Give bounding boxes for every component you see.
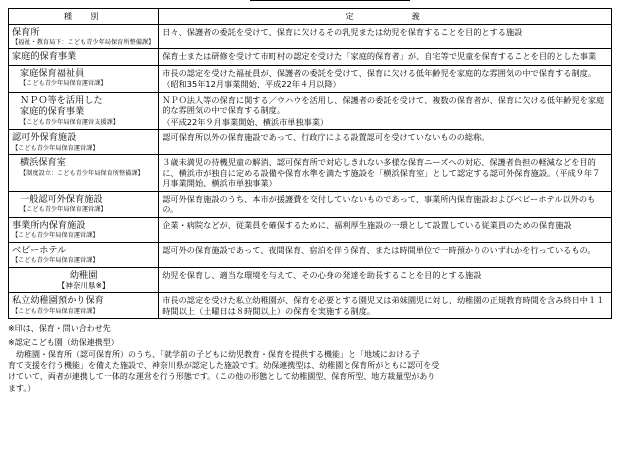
category-subtitle: 【こども青少年局保育運営課】 <box>12 307 99 315</box>
definition-cell <box>159 24 612 49</box>
top-divider <box>250 0 410 1</box>
category-cell <box>9 242 159 267</box>
table-row <box>9 217 612 242</box>
table-header-row <box>9 9 612 25</box>
category-title-line2: 家庭的保育事業 <box>20 106 85 118</box>
category-title: 家庭的保育事業 <box>12 51 77 63</box>
table-row <box>9 130 612 155</box>
header-definition: 定 義 <box>159 9 612 25</box>
category-title: 家庭保育福祉員 <box>20 67 85 79</box>
table-row <box>9 24 612 49</box>
table-row <box>9 242 612 267</box>
category-cell <box>9 65 159 92</box>
category-title: 幼稚園 <box>69 269 98 281</box>
footer-note-line: ※認定こども園（幼保連携型） <box>8 338 119 348</box>
definition-cell <box>159 242 612 267</box>
footer-lead: ※印は、保育・問い合わせ先 <box>8 324 111 334</box>
category-title: 私立幼稚園預かり保育 <box>12 295 104 307</box>
definition-cell <box>159 49 612 66</box>
definition-cell <box>159 92 612 130</box>
definition-note: （昭和35年12月事業開始、平成22年４月以降） <box>162 79 341 90</box>
definition-cell <box>159 217 612 242</box>
category-title: ＮＰＯ等を活用した <box>20 94 103 106</box>
definition-text: ３歳未満児の待機児童の解消、認可保育所で対応しきれない多様な保育ニーズへの対応、保護者負担の軽減などを目的に、横浜市が独自に定める設備や保育水準を満たす施設を「横浜保育室」として認定する認可外保育施設。（平成９年７月事業開始、横浜市単独事業） <box>162 157 601 189</box>
category-title: ベビーホテル <box>12 244 67 256</box>
category-cell <box>9 49 159 66</box>
category-subtitle: 【こども青少年局保育運営課】 <box>12 144 99 152</box>
definition-cell <box>159 155 612 192</box>
definition-text: ＮＰＯ法人等の保育に関する／ウハウを活用し、保護者の委託を受けて、複数の保育者が、保育に欠ける低年齢児を家庭的な雰囲気の中で保育する制度。 <box>162 94 605 116</box>
category-subtitle: 【こども青少年局保育運営課】 <box>20 206 107 214</box>
definition-note: （平成22年９月事業開始、横浜市単独事業） <box>162 116 329 127</box>
definition-cell <box>159 65 612 92</box>
footer-note-line: 育て支援を行う機能」を備えた施設で、神奈川県が認定した施設です。幼保連携型は、幼稚園と保育所がともに認可を受 <box>8 360 440 370</box>
definition-text: 市長の認定を受けた福祉員が、保護者の委託を受けて、保育に欠ける低年齢児を家庭的な雰囲気の中で保育する制度。 <box>162 67 597 78</box>
table-row <box>9 293 612 319</box>
category-title: 保育所 <box>12 26 40 38</box>
definition-text: 日々、保護者の委託を受けて、保育に欠けるその乳児または幼児を保育することを目的とする施設 <box>162 26 523 37</box>
category-subtitle: 【こども青少年局保育運営課】 <box>12 257 99 265</box>
category-subtitle: 【制度設立：こども青少年局保育所整備課】 <box>20 169 144 177</box>
table-row <box>9 267 612 293</box>
category-title: 横浜保育室 <box>20 157 66 169</box>
category-cell <box>9 92 159 130</box>
table-row <box>9 65 612 92</box>
category-subtitle: 【福祉・教育局下：こども青少年局保育所整備課】 <box>12 39 155 46</box>
footer-note-line: ます。） <box>8 383 36 393</box>
category-cell <box>9 293 159 319</box>
category-note: 【神奈川県※】 <box>57 281 110 291</box>
table-row <box>9 92 612 130</box>
definition-cell <box>159 267 612 293</box>
footer-notes <box>8 324 612 394</box>
definition-text: 認可保育所以外の保育施設であって、行政庁による設置認可を受けていないものの総称。 <box>162 132 490 143</box>
header-category: 種 別 <box>9 9 159 25</box>
definition-text: 幼児を保育し、適当な環境を与えて、その心身の発達を助長することを目的とする施設 <box>162 269 482 280</box>
category-cell <box>9 267 159 293</box>
category-subtitle: 【こども青少年局保育運営課】 <box>20 80 107 88</box>
category-cell <box>9 217 159 242</box>
definition-text: 企業・病院などが、従業員を確保するために、福利厚生施設の一環として設置している従業員のための保育施設 <box>162 219 572 230</box>
category-title: 一般認可外保育施設 <box>20 193 103 205</box>
definition-text: 保育士または研修を受けて市町村の認定を受けた「家庭的保育者」が、自宅等で児童を保育することを目的とした事業 <box>162 51 597 62</box>
category-subtitle: 【こども青少年局保育運営課】 <box>12 232 99 240</box>
definition-text: 市長の認定を受けた私立幼稚園が、保育を必要とする園児又は弟妹園児に対し、幼稚園の正規教育時間を含み終日中１１時間以上（土曜日は８時間以上）の保育を実施する制度。 <box>162 295 605 316</box>
category-title: 認可外保育施設 <box>12 132 77 144</box>
category-cell <box>9 191 159 217</box>
footer-note-line: けていて、両者が連携して一体的な運営を行う形態です。（この他の形態として幼稚園型、保育所型、地方裁量型があり <box>8 372 436 382</box>
definition-text: 認可外の保育施設であって、夜間保育、宿泊を伴う保育、または時間単位で一時預かりのいずれかを行っているもの。 <box>162 244 596 255</box>
table-row <box>9 49 612 66</box>
definition-cell <box>159 191 612 217</box>
category-title: 事業所内保育施設 <box>12 219 86 231</box>
category-cell <box>9 24 159 49</box>
table-row <box>9 155 612 192</box>
category-subtitle: 【こども青少年局保育運営支援課】 <box>20 118 119 126</box>
definition-text: 認可外保育施設のうち、本市が援護費を交付していないものであって、事業所内保育施設およびベビーホテル以外のもの。 <box>162 193 596 215</box>
definition-cell <box>159 293 612 319</box>
definition-cell <box>159 130 612 155</box>
footer-note-line: 幼稚園・保育所（認可保育所）のうち、「就学前の子どもに幼児教育・保育を提供する機能」と「地域における子 <box>8 349 420 359</box>
category-cell <box>9 130 159 155</box>
definitions-table <box>8 8 612 319</box>
category-cell <box>9 155 159 192</box>
table-row <box>9 191 612 217</box>
